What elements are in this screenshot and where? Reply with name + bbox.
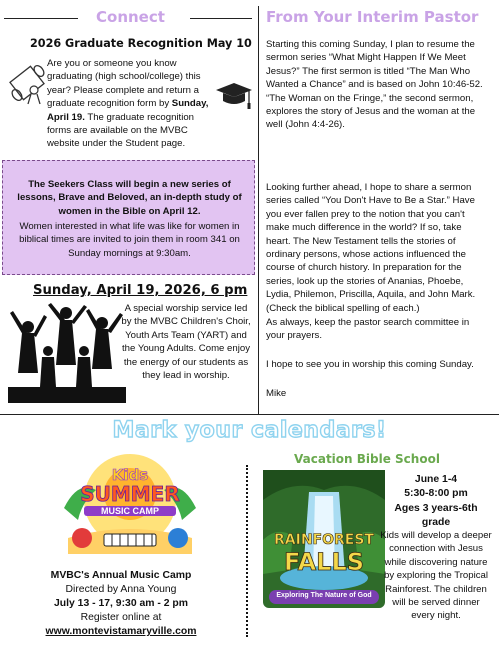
seekers-title: The Seekers Class will begin a new series of lessons, Brave and Beloved, an in-depth study of women in the Bible on April 12. — [17, 179, 242, 217]
camp-director: Directed by Anna Young — [65, 584, 177, 595]
grad-title: 2026 Graduate Recognition May 10 — [30, 37, 252, 50]
vbs-logo-tagline: Exploring The Nature of God — [276, 592, 372, 599]
pastor-paragraph-2: Looking further ahead, I hope to share a sermon series called “You Don't Have to Be a Star.” Have you ever fallen prey to the notion that you can't make much difference in the world? If so, take heart. The New Testament tells the stories of ordinary persons, whose actions influenced the course of church history. In preparation for the series, look up the stories of Ananias, Phoebe, Lydia, Philemon, Priscilla, Aquila, and John Mark. (Check the biblical spelling of each.) — [266, 182, 476, 314]
grad-deadline: Sunday, April 19. — [47, 98, 209, 123]
pastor-paragraph-1: Starting this coming Sunday, I plan to resume the sermon series “What Might Happen If We Meet Jesus?” The first sermon is titled “The Man Who Wanted a Chance” and is based on John 10:46-52. “The Woman on the Fringe,” the second sermon, explores the story of Jesus and the woman at the well (John 4:4-26). — [266, 39, 483, 131]
vbs-ages: Ages 3 years-6th grade — [394, 503, 478, 528]
pastor-paragraph-4: I hope to see you in worship this coming Sunday. — [266, 359, 474, 370]
vbs-logo-rainforest: RAINFOREST — [274, 532, 374, 548]
sunday-text: A special worship service led by the MVBC Children's Choir, Youth Arts Team (YART) and the Young Adults. Come enjoy the energy of our students as they lead in worship. — [121, 303, 251, 382]
sunday-title: Sunday, April 19, 2026, 6 pm — [33, 283, 248, 298]
vbs-dates: June 1-4 — [414, 474, 458, 485]
connect-header-rule-left — [4, 18, 78, 19]
column-divider — [258, 6, 259, 414]
seekers-text: Women interested in what life was like for women in biblical times are invited to join them in room 341 on Sunday mornings at 9:30am. — [19, 221, 240, 259]
vbs-logo-falls: FALLS — [283, 548, 365, 576]
worship-silhouette — [8, 303, 126, 403]
vbs-text: Kids will develop a deeper connection with Jesus while discovering nature by exploring the Tropical Rainforest. The children will be served dinner every night. — [380, 530, 492, 622]
grad-text — [47, 57, 217, 151]
camp-title: MVBC's Annual Music Camp — [50, 570, 192, 581]
vbs-time: 5:30-8:00 pm — [404, 488, 468, 499]
vbs-title: Vacation Bible School — [294, 452, 440, 466]
camp-logo-summer: SUMMER — [80, 482, 180, 506]
summer-camp-logo — [60, 450, 200, 554]
camp-logo-music: MUSIC CAMP — [84, 506, 176, 516]
grad-text-part-2: The graduate recognition forms are available on the MVBC website under the Student page. — [47, 111, 195, 150]
camp-logo-kids: Kids — [111, 466, 149, 484]
section-divider — [0, 414, 499, 415]
calendar-divider — [246, 465, 248, 637]
graduation-cap-icon — [214, 80, 254, 114]
connect-header: Connect — [96, 8, 165, 26]
vbs-logo — [263, 470, 385, 608]
camp-url-link[interactable]: www.montevistamaryville.com — [45, 626, 197, 637]
pastor-header: From Your Interim Pastor — [266, 8, 479, 26]
camp-dates: July 13 - 17, 9:30 am - 2 pm — [54, 598, 188, 609]
pastor-paragraph-3: As always, keep the pastor search committee in your prayers. — [266, 317, 470, 342]
grad-text-part-1: Are you or someone you know graduating (high school/college) this year? Please complete and return a graduate recognition form by — [47, 58, 201, 110]
connect-header-rule-right — [190, 18, 252, 19]
calendar-header: Mark your calendars! — [112, 418, 387, 443]
pastor-signature: Mike — [266, 388, 287, 399]
camp-register: Register online at — [80, 612, 162, 623]
